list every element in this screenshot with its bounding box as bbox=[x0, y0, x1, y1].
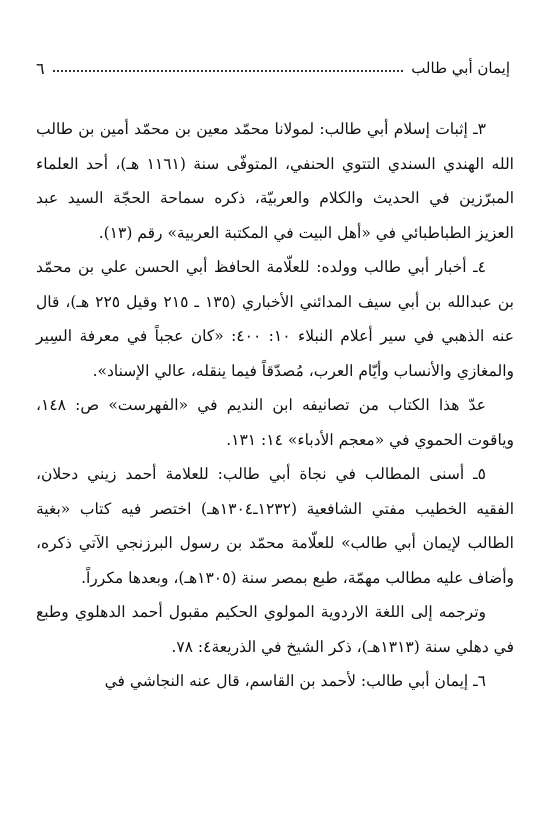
paragraph-item-3: ٣ـ إثبات إسلام أبي طالب: لمولانا محمّد معين بن محمّد أمين بن طالب الله الهندي السندي التتوي الحنفي، المتوفّى سنة (١١٦١ هـ)، أحد العلماء المبرّزين في الحديث والكلام والعربيّة، ذكره سماحة الحجّة السيد عبد العزيز الطباطبائي في «أهل البيت في المكتبة العربية» رقم (١٣). bbox=[36, 120, 514, 242]
header-dotted-leader bbox=[53, 70, 404, 72]
running-title: إيمان أبي طالب bbox=[411, 59, 510, 77]
paragraph-item-4-note: عدّ هذا الكتاب من تصانيفه ابن النديم في «الفهرست» ص: ١٤٨، وياقوت الحموي في «معجم الأدباء» ١٤: ١٣١. bbox=[36, 396, 514, 449]
paragraph-item-4: ٤ـ أخبار أبي طالب وولده: للعلّامة الحافظ أبي الحسن علي بن محمّد بن عبدالله بن أبي سيف المدائني الأخباري (١٣٥ ـ ٢١٥ وقيل ٢٢٥ هـ)، قال عنه الذهبي في سير أعلام النبلاء ١٠: ٤٠٠: «كان عجباً في معرفة السِير والمغازي والأنساب وأيّام العرب، مُصدّقاً فيما ينقله، عالي الإسناد». bbox=[36, 258, 514, 380]
paragraph-item-5: ٥ـ أسنى المطالب في نجاة أبي طالب: للعلامة أحمد زيني دحلان، الفقيه الخطيب مفتي الشافعية (١٢٣٢ـ١٣٠٤هـ) اختصر فيه كتاب «بغية الطالب لإيمان أبي طالب» للعلّامة محمّد بن رسول البرزنجي الآتي ذكره، وأضاف عليه مطالب مهمّة، طبع بمصر سنة (١٣٠٥هـ)، وبعدها مكرراً. bbox=[36, 465, 514, 587]
body-text bbox=[36, 112, 514, 699]
running-header bbox=[36, 54, 510, 82]
page-number: ٦ bbox=[36, 58, 45, 78]
paragraph-item-6: ٦ـ إيمان أبي طالب: لأحمد بن القاسم، قال عنه النجاشي في bbox=[104, 672, 486, 690]
paragraph-item-5-translation: وترجمه إلى اللغة الاردوية المولوي الحكيم مقبول أحمد الدهلوي وطبع في دهلي سنة (١٣١٣هـ)، ذكر الشيخ في الذريعة٤: ٧٨. bbox=[36, 603, 514, 656]
